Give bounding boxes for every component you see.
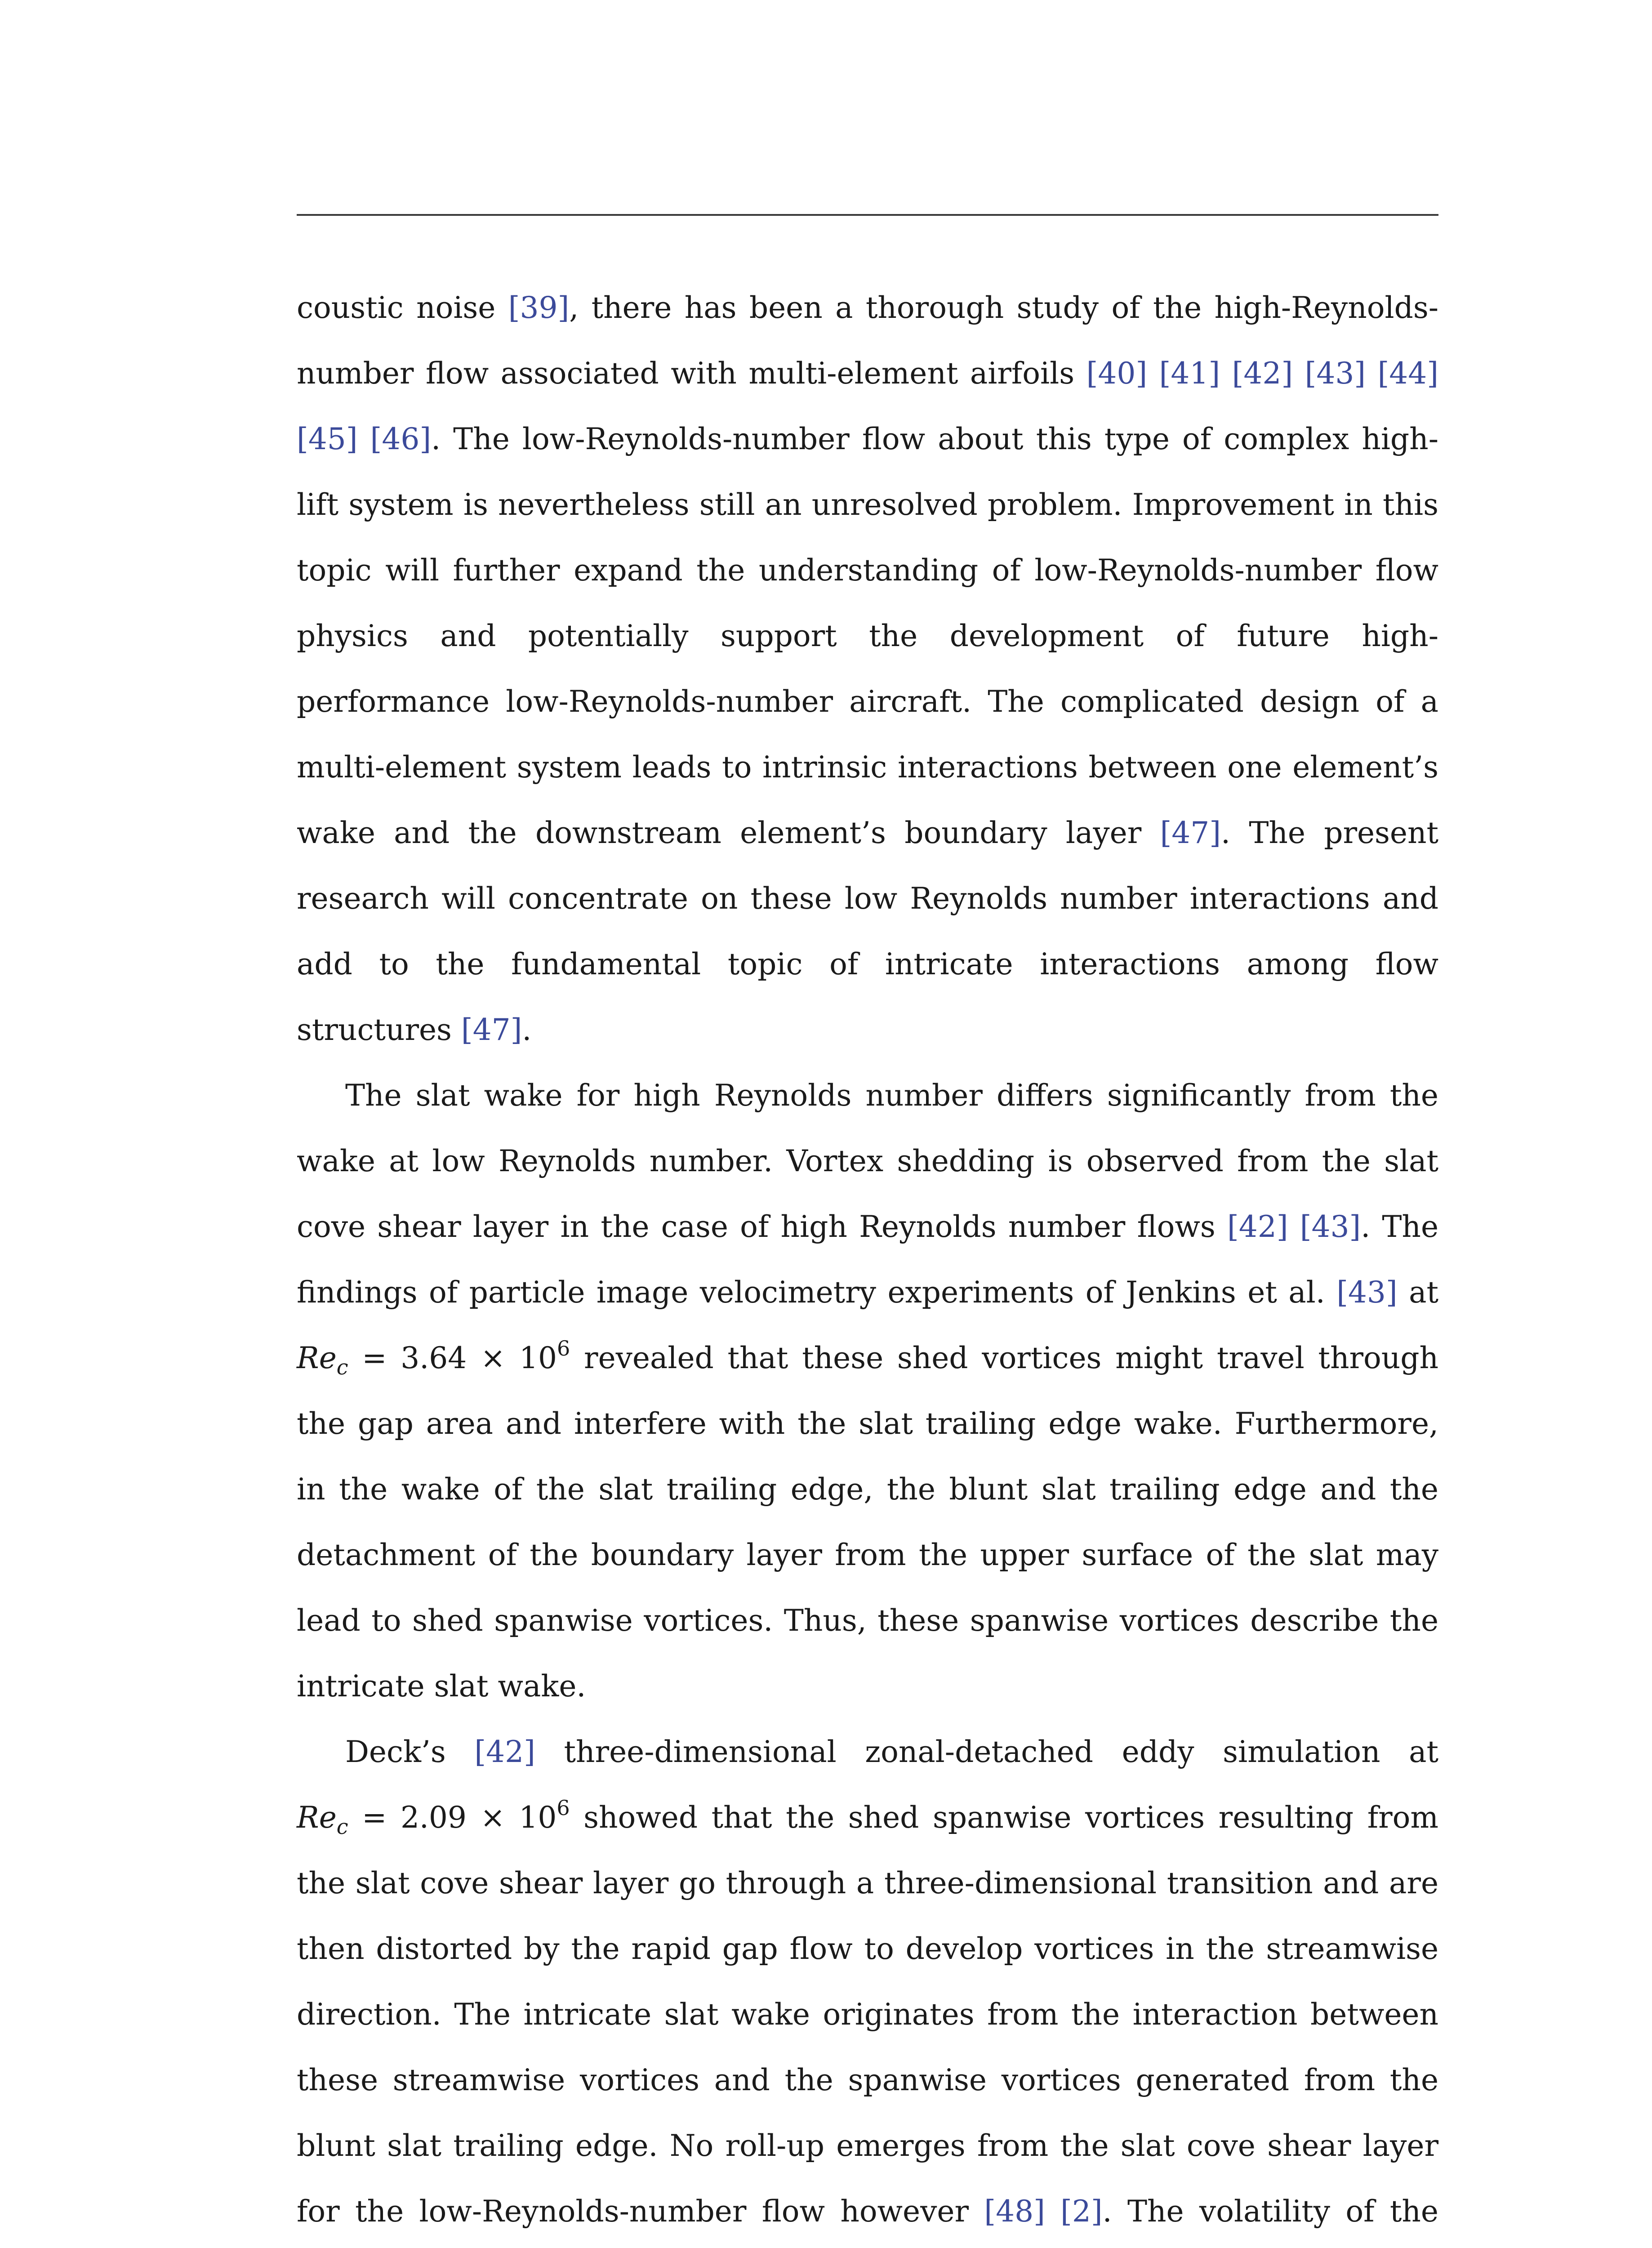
text-run (1366, 356, 1378, 391)
math-expression (297, 1336, 570, 1379)
text-run: The slat wake for high Reynolds number differs significantly from the wake at low Reynolds number. Vortex shedding is observed from the slat cove shear layer in the case of high Reynolds number flows (297, 1078, 1438, 1244)
text-run: . The low-Reynolds-number flow about this type of complex high-lift system is nevertheless still an unresolved problem. Improvement in this topic will further expand the understanding of low-Reynolds-number flow physics and potentially support the development of future high-performance low-Reynolds-number aircraft. The complicated design of a multi-element system leads to intrinsic interactions between one element’s wake and the downstream element’s boundary layer (297, 422, 1438, 850)
paragraph (297, 1719, 1438, 2248)
paragraph (297, 275, 1438, 1063)
text-run: coustic noise (297, 290, 508, 325)
citation-link[interactable]: [43] (1336, 1275, 1398, 1310)
text-run: , there has been a thorough study of the high-Reynolds-number flow associated with multi-element airfoils (297, 290, 1438, 391)
text-run: at (1397, 1275, 1438, 1310)
text-run: . The present research will concentrate on these low Reynolds number interactions and add to the fundamental topic of intricate interactions among flow structures (297, 816, 1439, 1047)
math-subscript: c (336, 1815, 348, 1839)
text-run: showed that the shed spanwise vortices resulting from the slat cove shear layer go through a three-dimensional transition and are then distorted by the rapid gap flow to develop vortices in the streamwise direction. The intricate slat wake originates from the interaction between these streamwise vortices and the spanwise vortices generated from the blunt slat trailing edge. No roll-up emerges from the slat cove shear layer for the low-Reynolds-number flow however (297, 1800, 1438, 2229)
text-run (1220, 356, 1232, 391)
body-text (297, 275, 1438, 2248)
citation-link[interactable]: [48] (984, 2194, 1045, 2229)
citation-link[interactable]: [2] (1060, 2194, 1103, 2229)
math-operator-value: = 3.64 × 10 (348, 1341, 557, 1375)
text-run (505, 1800, 519, 1835)
citation-link[interactable]: [46] (370, 422, 432, 456)
text-run: . The findings of particle image velocimetry experiments of Jenkins et al. (297, 1209, 1438, 1310)
text-run (1288, 1209, 1300, 1244)
text-run: . The volatility of the (1102, 2194, 1438, 2229)
citation-link[interactable]: [45] (297, 422, 358, 456)
citation-link[interactable]: [44] (1377, 356, 1439, 391)
citation-link[interactable]: [43] (1300, 1209, 1361, 1244)
citation-link[interactable]: [42] (474, 1735, 535, 1769)
header-rule (297, 214, 1438, 216)
citation-link[interactable]: [47] (461, 1012, 522, 1047)
text-run (1293, 356, 1305, 391)
text-run (1147, 356, 1159, 391)
text-run (1045, 2194, 1060, 2229)
math-expression (519, 1796, 570, 1835)
citation-link[interactable]: [40] (1086, 356, 1148, 391)
math-operator-value: 10 (519, 1800, 557, 1835)
math-exponent: 6 (557, 1796, 570, 1820)
math-subscript: c (336, 1355, 348, 1379)
text-run: . (522, 1012, 532, 1047)
math-variable: Re (297, 1341, 337, 1375)
citation-link[interactable]: [42] (1227, 1209, 1288, 1244)
paragraph (297, 1063, 1438, 1719)
citation-link[interactable]: [43] (1305, 356, 1366, 391)
citation-link[interactable]: [47] (1160, 816, 1221, 850)
math-variable: Re (297, 1800, 337, 1835)
math-expression (297, 1800, 505, 1839)
citation-link[interactable]: [42] (1232, 356, 1293, 391)
citation-link[interactable]: [41] (1159, 356, 1220, 391)
citation-link[interactable]: [39] (508, 290, 570, 325)
text-run: Deck’s (345, 1735, 475, 1769)
text-run: revealed that these shed vortices might travel through the gap area and interfere with the slat trailing edge wake. Furthermore, in the wake of the slat trailing edge, the blunt slat trailing edge and the detachment of the boundary layer from the upper surface of the slat may lead to shed spanwise vortices. Thus, these spanwise vortices describe the intricate slat wake. (297, 1341, 1438, 1704)
math-operator-value: = 2.09 × (348, 1800, 505, 1835)
text-run: three-dimensional zonal-detached eddy simulation at (535, 1735, 1439, 1769)
text-run (357, 422, 370, 456)
math-exponent: 6 (557, 1336, 570, 1360)
